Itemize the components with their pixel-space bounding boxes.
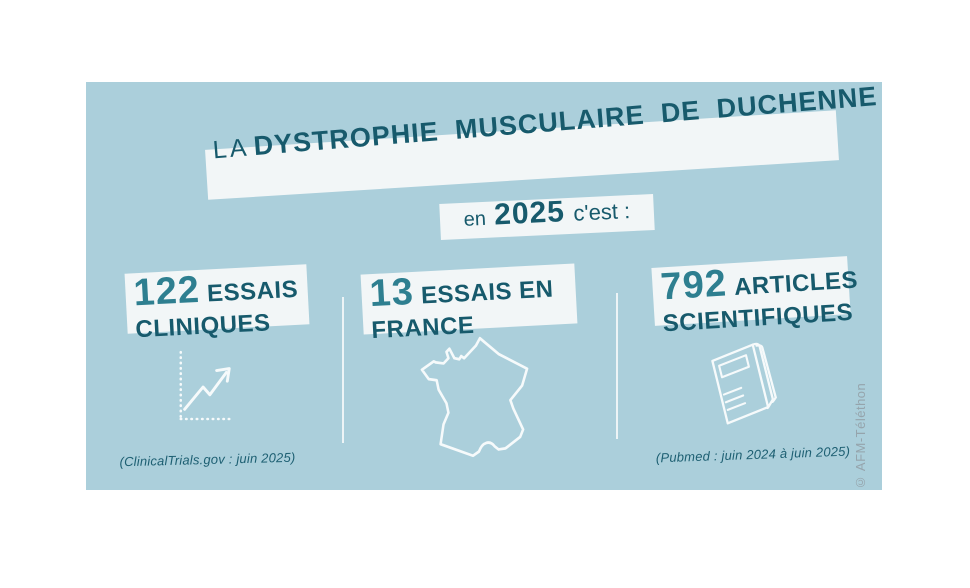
stat-label-articles-line2: SCIENTIFIQUES xyxy=(662,298,854,338)
journal-icon xyxy=(702,336,790,432)
column-divider xyxy=(616,293,618,439)
subtitle-post: c'est : xyxy=(572,198,631,226)
stat-banner-essais-france xyxy=(361,263,578,345)
stat-label-essais-france-line1: ESSAIS EN xyxy=(420,275,555,310)
title-main: DYSTROPHIE MUSCULAIRE DE DUCHENNE xyxy=(252,80,879,162)
stat-number-essais-france: 13 xyxy=(368,270,415,316)
stat-number-articles: 792 xyxy=(659,262,729,309)
stat-label-essais-france-line2: FRANCE xyxy=(370,311,476,345)
subtitle-year: 2025 xyxy=(493,195,566,232)
subtitle xyxy=(463,192,631,234)
stat-banner-articles xyxy=(651,256,859,338)
stat-banner-essais-cliniques xyxy=(125,264,310,344)
copyright-credit: © AFM-Téléthon xyxy=(853,382,868,490)
subtitle-pre: en xyxy=(463,207,487,231)
stat-label-articles-line1: ARTICLES xyxy=(733,266,859,301)
stat-number-essais-cliniques: 122 xyxy=(132,268,202,315)
source-pubmed: (Pubmed : juin 2024 à juin 2025) xyxy=(655,443,851,466)
stat-label-essais-cliniques-line2: CLINIQUES xyxy=(134,309,272,344)
france-map-icon xyxy=(417,333,531,461)
column-divider xyxy=(342,297,344,443)
title-prefix: LA xyxy=(211,133,251,165)
stat-label-essais-cliniques-line1: ESSAIS xyxy=(206,275,299,308)
line-chart-icon xyxy=(173,349,237,425)
source-clinicaltrials: (ClinicalTrials.gov : juin 2025) xyxy=(119,449,296,470)
